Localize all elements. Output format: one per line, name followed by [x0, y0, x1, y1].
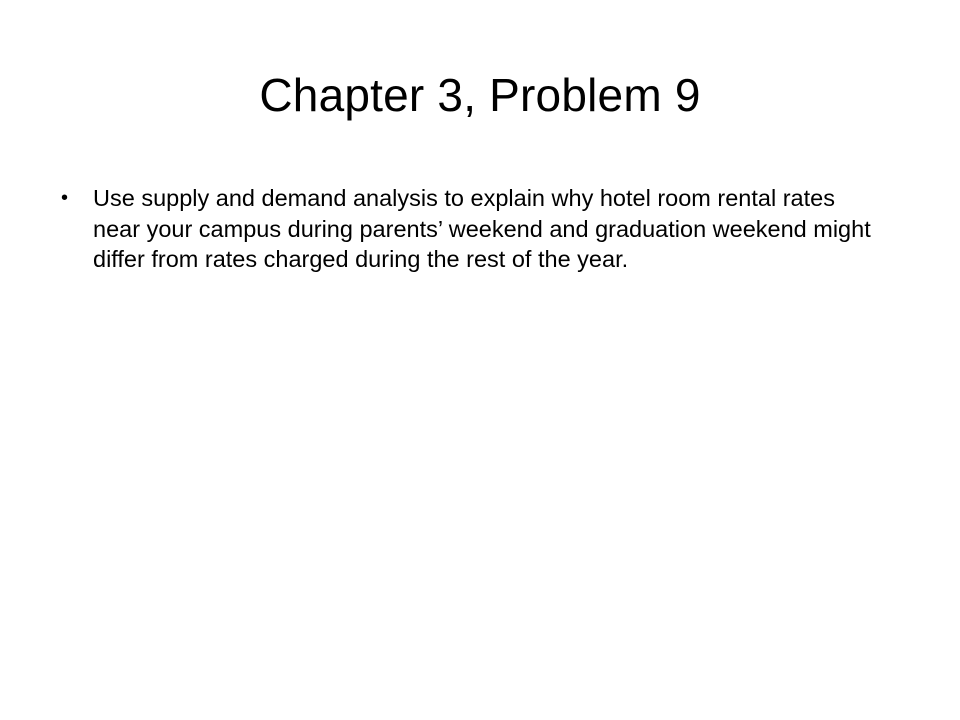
- bullet-text: Use supply and demand analysis to explain why hotel room rental rates near your campus during parents’ weekend and graduation weekend might differ from rates charged during the rest of the year.: [93, 185, 871, 272]
- bullet-marker-icon: •: [61, 187, 69, 209]
- bullet-item: [58, 183, 888, 275]
- bullet-list: [58, 183, 888, 275]
- slide-title: Chapter 3, Problem 9: [259, 69, 701, 121]
